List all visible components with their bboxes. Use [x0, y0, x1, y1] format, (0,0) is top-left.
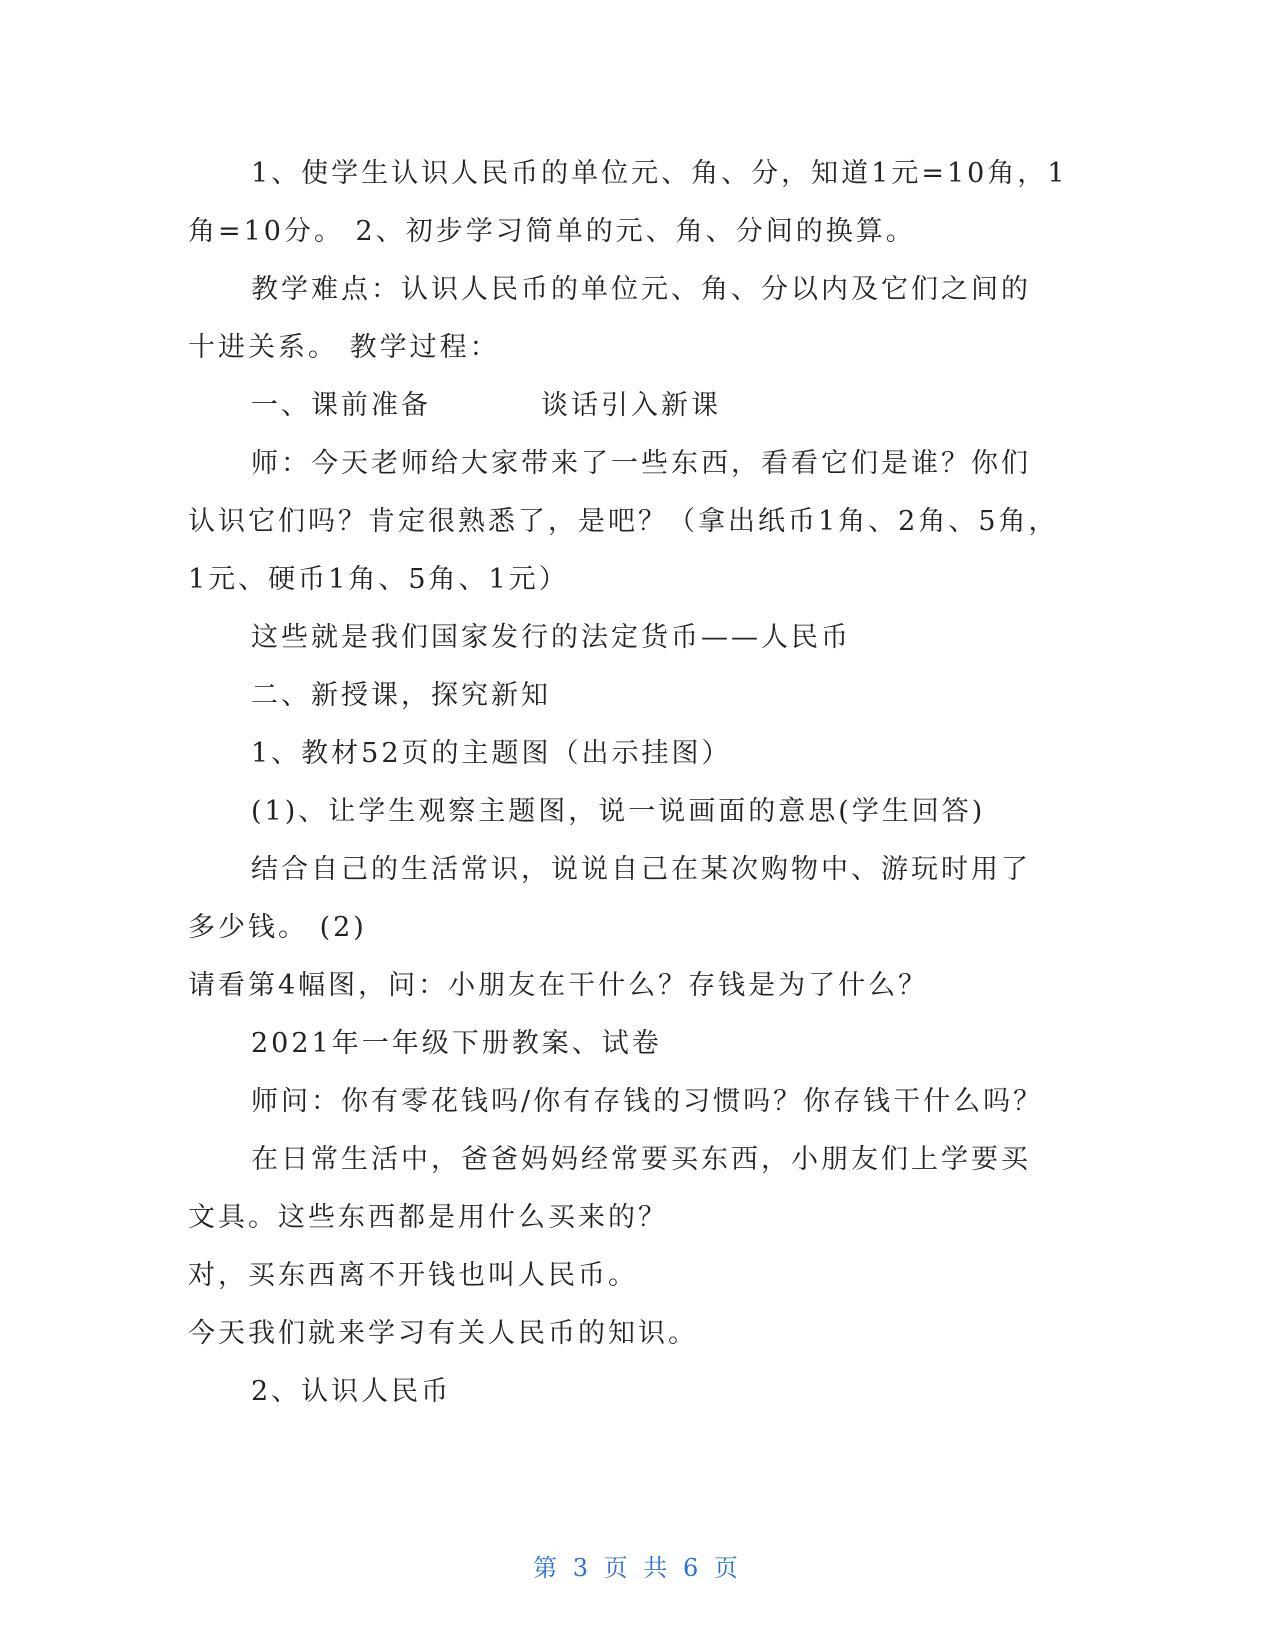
text-line: 请看第4幅图，问：小朋友在干什么？存钱是为了什么？ [188, 970, 929, 1001]
text-line: 角=10分。 2、初步学习简单的元、角、分间的换算。 [188, 216, 916, 247]
text-line: 对，买东西离不开钱也叫人民币。 [188, 1260, 638, 1291]
text-line: 2021年一年级下册教案、试卷 [251, 1028, 662, 1059]
text-line: 认识它们吗？肯定很熟悉了，是吧？（拿出纸币1角、2角、5角， [188, 506, 1059, 537]
section-heading [188, 377, 1068, 435]
text-line: 结合自己的生活常识，说说自己在某次购物中、游玩时用了 [251, 854, 1031, 885]
section-heading: 二、新授课，探究新知 [251, 680, 551, 711]
text-line: 师问：你有零花钱吗/你有存钱的习惯吗？你存钱干什么吗？ [251, 1086, 1044, 1117]
text-line: 这些就是我们国家发行的法定货币——人民币 [251, 622, 851, 653]
text-line: 师：今天老师给大家带来了一些东西，看看它们是谁？你们 [251, 448, 1031, 479]
section-heading-right: 谈话引入新课 [541, 390, 721, 421]
section-heading-left: 一、课前准备 [251, 390, 431, 421]
text-line: 今天我们就来学习有关人民币的知识。 [188, 1318, 698, 1349]
document-body [188, 145, 1068, 1421]
text-line: 1、使学生认识人民币的单位元、角、分，知道1元=10角，1 [251, 158, 1068, 189]
text-line: 在日常生活中，爸爸妈妈经常要买东西，小朋友们上学要买 [251, 1144, 1031, 1175]
text-line: 1、教材52页的主题图（出示挂图） [251, 738, 732, 769]
text-line: (1)、让学生观察主题图，说一说画面的意思(学生回答) [251, 796, 986, 827]
text-line: 多少钱。 (2) [188, 912, 367, 943]
text-line: 1元、硬币1角、5角、1元） [188, 564, 569, 595]
text-line: 教学难点：认识人民币的单位元、角、分以内及它们之间的 [251, 274, 1031, 305]
text-line: 2、认识人民币 [251, 1376, 452, 1407]
page-number-footer: 第 3 页 共 6 页 [533, 1554, 742, 1582]
text-line: 十进关系。 教学过程： [188, 332, 500, 363]
text-line: 文具。这些东西都是用什么买来的？ [188, 1202, 668, 1233]
